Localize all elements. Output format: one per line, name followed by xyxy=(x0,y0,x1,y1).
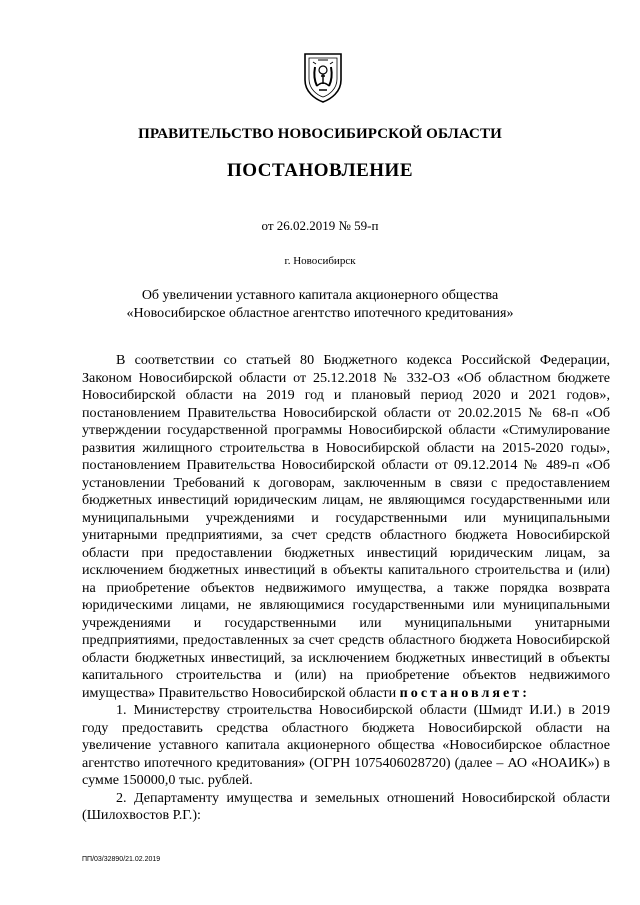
document-city: г. Новосибирск xyxy=(284,255,356,267)
footer-document-code: ПП/03/32890/21.02.2019 xyxy=(82,856,161,863)
preamble-text: В соответствии со статьей 80 Бюджетного кодекса Российской Федерации, Законом Новосибирской области от 25.12.2018 № 332-ОЗ «Об областном бюджете Новосибирской области на 2019 год и плановый период 2020 и 2021 годов», постановлением Правительства Новосибирской области от 20.02.2015 № 68-п «Об утверждении государственной программы Новосибирской области «Стимулирование развития жилищного строительства в Новосибирской области на 2015-2020 годы», постановлением Правительства Новосибирской области от 09.12.2014 № 489-п «Об установлении Требований к договорам, заключенным в связи с предоставлением бюджетных инвестиций юридическим лицам, не являющимся государственными или муниципальными учреждениями и государственными или муниципальными унитарными предприятиями, за счет средств областного бюджета Новосибирской области при предоставлении бюджетных инвестиций юридическим лицам, за исключением бюджетных инвестиций в объекты капитального строительства и (или) на приобретение объектов недвижимого имущества, а также порядка возврата юридическими лицами, не являющимися государственными или муниципальными учреждениями и государственными или муниципальными унитарными предприятиями, предоставленных за счет средств областного бюджета Новосибирской области бюджетных инвестиций, за исключением бюджетных инвестиций в объекты капитального строительства и (или) на приобретение объектов недвижимого имущества» Правительство Новосибирской области xyxy=(82,352,610,701)
item-1-paragraph: 1. Министерству строительства Новосибирской области (Шмидт И.И.) в 2019 году предоставить средства областного бюджета Новосибирской области на увеличение уставного капитала акционерного общества «Новосибирское областное агентство ипотечного кредитования» (ОГРН 1075406028720) (далее – АО «НОАИК») в сумме 150000,0 тыс. рублей. xyxy=(82,702,610,788)
document-type-title: ПОСТАНОВЛЕНИЕ xyxy=(226,160,414,181)
coat-of-arms-icon xyxy=(301,50,345,104)
item-2-paragraph: 2. Департаменту имущества и земельных отношений Новосибирской области (Шилохвостов Р.Г.): xyxy=(82,789,610,823)
document-date-number: от 26.02.2019 № 59-п xyxy=(261,218,379,233)
organization-name: ПРАВИТЕЛЬСТВО НОВОСИБИРСКОЙ ОБЛАСТИ xyxy=(138,126,502,142)
subject-line-1: Об увеличении уставного капитала акционерного общества xyxy=(141,288,499,303)
document-body xyxy=(82,352,610,825)
resolves-word: постановляет xyxy=(399,684,523,701)
resolves-colon: : xyxy=(522,684,530,701)
document-subject xyxy=(0,287,640,323)
subject-line-2: «Новосибирское областное агентство ипотечного кредитования» xyxy=(126,306,514,321)
preamble-paragraph xyxy=(82,352,610,702)
